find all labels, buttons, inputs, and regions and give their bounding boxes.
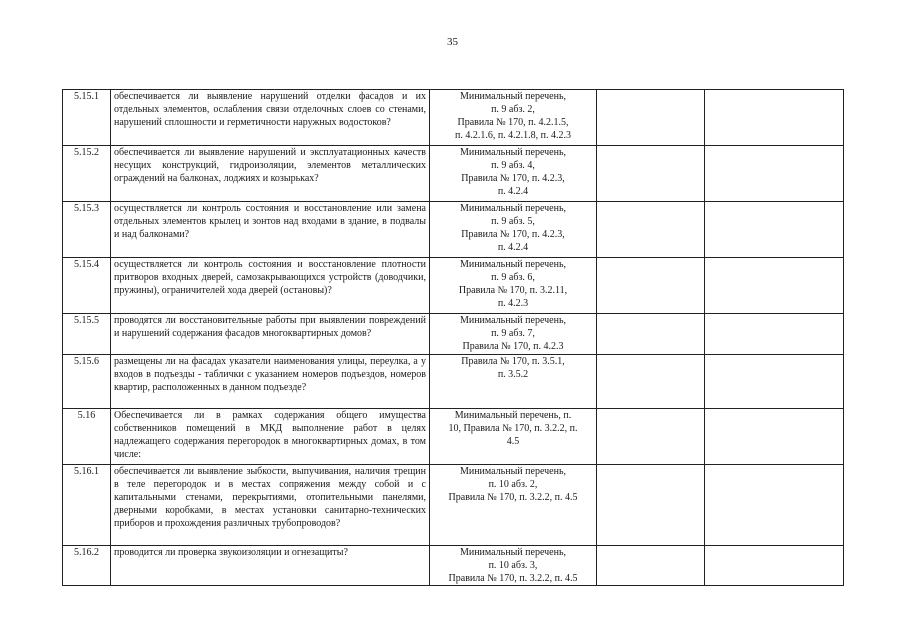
item-number: 5.16.1 <box>63 465 111 546</box>
reference-line: Минимальный перечень, <box>459 547 567 558</box>
answer-cell[interactable] <box>597 465 705 546</box>
legal-reference <box>430 546 597 586</box>
reference-line: Правила № 170, п. 4.2.3 <box>462 341 564 352</box>
reference-line: п. 4.2.1.6, п. 4.2.1.8, п. 4.2.3 <box>454 130 572 141</box>
note-cell[interactable] <box>705 90 844 146</box>
requirement-question: обеспечивается ли выявление нарушений отделки фасадов и их отдельных элементов, ослабления связи отделочных слоев со стенами, нарушений сплошности и герметичности наружных водостоков? <box>111 90 430 146</box>
table-row <box>63 202 844 258</box>
note-cell[interactable] <box>705 546 844 586</box>
answer-cell[interactable] <box>597 258 705 314</box>
reference-line: Правила № 170, п. 4.2.1.5, <box>457 117 569 128</box>
answer-cell[interactable] <box>597 314 705 355</box>
legal-reference <box>430 314 597 355</box>
legal-reference <box>430 146 597 202</box>
legal-reference <box>430 355 597 409</box>
reference-line: 10, Правила № 170, п. 3.2.2, п. <box>448 423 578 434</box>
requirement-question: проводится ли проверка звукоизоляции и огнезащиты? <box>111 546 430 586</box>
requirement-question: Обеспечивается ли в рамках содержания общего имущества собственников помещений в МКД выполнение работ в целях надлежащего содержания перегородок в многоквартирных домах, в том числе: <box>111 409 430 465</box>
reference-line: Минимальный перечень, <box>459 203 567 214</box>
answer-cell[interactable] <box>597 546 705 586</box>
legal-reference <box>430 90 597 146</box>
legal-reference <box>430 258 597 314</box>
reference-line: Правила № 170, п. 3.2.2, п. 4.5 <box>448 573 578 584</box>
reference-line: п. 4.2.4 <box>497 242 529 253</box>
requirement-question: осуществляется ли контроль состояния и восстановление или замена отдельных элементов крылец и зонтов над входами в здание, в подвалы и над балконами? <box>111 202 430 258</box>
reference-line: Правила № 170, п. 4.2.3, <box>461 229 565 240</box>
answer-cell[interactable] <box>597 90 705 146</box>
reference-line: Правила № 170, п. 3.2.11, <box>458 285 568 296</box>
note-cell[interactable] <box>705 202 844 258</box>
item-number: 5.15.5 <box>63 314 111 355</box>
item-number: 5.16 <box>63 409 111 465</box>
item-number: 5.15.1 <box>63 90 111 146</box>
page-number: 35 <box>447 36 458 48</box>
answer-cell[interactable] <box>597 146 705 202</box>
reference-line: п. 9 абз. 7, <box>491 328 535 339</box>
requirement-question: обеспечивается ли выявление зыбкости, выпучивания, наличия трещин в теле перегородок и в местах сопряжения между собой и с капитальными стенами, перекрытиями, отопительными панелями, дверными коробками, в местах установки санитарно-технических приборов и прохождения различных трубопроводов? <box>111 465 430 546</box>
legal-reference <box>430 409 597 465</box>
table-row <box>63 409 844 465</box>
table-row <box>63 90 844 146</box>
reference-line: Минимальный перечень, <box>459 147 567 158</box>
reference-line: п. 3.5.2 <box>497 369 529 380</box>
reference-line: п. 10 абз. 3, <box>488 560 538 571</box>
reference-line: 4.5 <box>506 436 520 447</box>
note-cell[interactable] <box>705 465 844 546</box>
item-number: 5.16.2 <box>63 546 111 586</box>
reference-line: Правила № 170, п. 3.2.2, п. 4.5 <box>448 492 578 503</box>
reference-line: Минимальный перечень, <box>459 91 567 102</box>
legal-reference <box>430 202 597 258</box>
note-cell[interactable] <box>705 314 844 355</box>
requirement-question: обеспечивается ли выявление нарушений и эксплуатационных качеств несущих конструкций, гидроизоляции, элементов металлических ограждений на балконах, лоджиях и козырьках? <box>111 146 430 202</box>
legal-reference <box>430 465 597 546</box>
reference-line: Минимальный перечень, <box>459 259 567 270</box>
answer-cell[interactable] <box>597 409 705 465</box>
note-cell[interactable] <box>705 409 844 465</box>
reference-line: Минимальный перечень, <box>459 466 567 477</box>
reference-line: п. 9 абз. 2, <box>491 104 535 115</box>
table-row <box>63 546 844 586</box>
item-number: 5.15.4 <box>63 258 111 314</box>
reference-line: Правила № 170, п. 3.5.1, <box>461 356 565 367</box>
requirement-question: проводятся ли восстановительные работы при выявлении повреждений и нарушений содержания фасадов многоквартирных домов? <box>111 314 430 355</box>
note-cell[interactable] <box>705 146 844 202</box>
item-number: 5.15.2 <box>63 146 111 202</box>
table-row <box>63 465 844 546</box>
reference-line: Правила № 170, п. 4.2.3, <box>461 173 565 184</box>
table-row <box>63 146 844 202</box>
reference-line: п. 4.2.4 <box>497 186 529 197</box>
item-number: 5.15.3 <box>63 202 111 258</box>
table-row <box>63 258 844 314</box>
answer-cell[interactable] <box>597 202 705 258</box>
note-cell[interactable] <box>705 258 844 314</box>
reference-line: Минимальный перечень, <box>459 315 567 326</box>
reference-line: п. 9 абз. 6, <box>491 272 535 283</box>
answer-cell[interactable] <box>597 355 705 409</box>
table-row <box>63 314 844 355</box>
note-cell[interactable] <box>705 355 844 409</box>
reference-line: п. 10 абз. 2, <box>488 479 538 490</box>
requirement-question: размещены ли на фасадах указатели наименования улицы, переулка, а у входов в подъезды - таблички с указанием номеров подъездов, номеров квартир, расположенных в данном подъезде? <box>111 355 430 409</box>
reference-line: п. 9 абз. 4, <box>491 160 535 171</box>
table-row <box>63 355 844 409</box>
reference-line: Минимальный перечень, п. <box>454 410 572 421</box>
reference-line: п. 4.2.3 <box>497 298 529 309</box>
item-number: 5.15.6 <box>63 355 111 409</box>
requirement-question: осуществляется ли контроль состояния и восстановление плотности притворов входных дверей, самозакрывающихся устройств (доводчики, пружины), ограничителей хода дверей (остановы)? <box>111 258 430 314</box>
checklist-table <box>62 89 844 586</box>
reference-line: п. 9 абз. 5, <box>491 216 535 227</box>
